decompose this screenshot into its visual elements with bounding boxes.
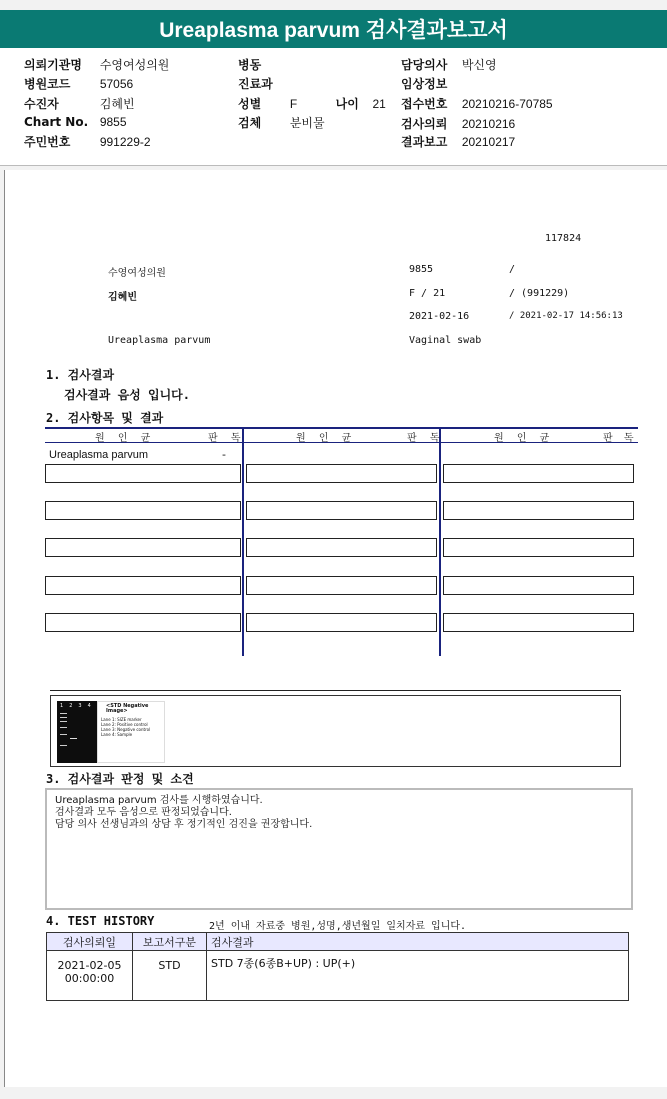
gel-legend-1: Lane 1: SIZE marker bbox=[101, 717, 142, 722]
history-date: 2021-02-05 bbox=[57, 959, 122, 972]
gel-title: <STD Negative Image> bbox=[106, 703, 149, 714]
code-value: 57056 bbox=[99, 77, 134, 91]
patient-field bbox=[24, 95, 135, 112]
chart-field bbox=[24, 115, 127, 129]
history-type: STD bbox=[133, 951, 207, 1001]
report-title: Ureaplasma parvum 검사결과보고서 bbox=[0, 10, 667, 48]
gel-rule bbox=[50, 690, 621, 691]
col-judge-1: 판 독 bbox=[208, 433, 246, 444]
doc-chart: 9855 bbox=[409, 264, 434, 275]
chart-label: Chart No. bbox=[24, 115, 89, 129]
age-label: 나이 bbox=[335, 97, 359, 111]
specimen-value: 분비물 bbox=[289, 116, 325, 130]
section1-title: 1. 검사결과 bbox=[46, 368, 115, 382]
history-result: STD 7종(6종B+UP) : UP(+) bbox=[207, 951, 629, 1001]
hospital-label: 의뢰기관명 bbox=[24, 58, 82, 72]
result-box bbox=[45, 576, 241, 595]
opinion-box bbox=[45, 788, 633, 910]
section1-result: 검사결과 음성 입니다. bbox=[64, 388, 191, 402]
doc-test: Ureaplasma parvum bbox=[108, 335, 211, 346]
doctor-value: 박신영 bbox=[461, 58, 497, 72]
gel-band bbox=[70, 738, 77, 739]
history-row bbox=[47, 951, 629, 1001]
doc-id: 117824 bbox=[545, 233, 582, 244]
gel-lane-3: 3 bbox=[78, 703, 82, 709]
history-col-type: 보고서구분 bbox=[133, 933, 207, 951]
doc-slash: / bbox=[509, 264, 516, 275]
request-value: 20210216 bbox=[461, 117, 516, 131]
report-header bbox=[0, 48, 667, 166]
report-page bbox=[4, 170, 667, 1087]
history-table bbox=[46, 932, 629, 1001]
hospital-field bbox=[24, 56, 169, 73]
opinion-line-1: Ureaplasma parvum 검사를 시행하였습니다. bbox=[55, 795, 263, 806]
patient-label: 수진자 bbox=[24, 97, 59, 111]
request-label: 검사의뢰 bbox=[401, 117, 448, 131]
opinion-line-3: 담당 의사 선생님과의 상담 후 정기적인 검진을 권장합니다. bbox=[55, 819, 313, 830]
gel-legend-4: Lane 4: Sample bbox=[101, 732, 133, 737]
sex-value: F bbox=[289, 97, 298, 111]
gel-lane-labels bbox=[60, 703, 91, 709]
patient-value: 김혜빈 bbox=[99, 97, 135, 111]
result-box bbox=[443, 576, 634, 595]
doc-hospital: 수영여성의원 bbox=[108, 268, 166, 279]
dept-label: 진료과 bbox=[238, 77, 273, 91]
ward-field bbox=[238, 56, 261, 73]
result-box bbox=[443, 464, 634, 483]
gel-lane-2: 2 bbox=[69, 703, 73, 709]
history-date-cell bbox=[47, 951, 133, 1001]
result-value: - bbox=[222, 448, 226, 461]
gel-band bbox=[60, 745, 67, 746]
gel-band bbox=[60, 727, 67, 728]
gel-band bbox=[60, 713, 67, 714]
opinion-line-2: 검사결과 모두 음성으로 판정되었습니다. bbox=[55, 807, 232, 818]
gel-image bbox=[57, 701, 97, 763]
report-date-field bbox=[401, 133, 515, 150]
result-name: Ureaplasma parvum bbox=[49, 449, 149, 461]
result-box bbox=[45, 613, 241, 632]
result-box bbox=[443, 613, 634, 632]
doc-received: 2021-02-16 bbox=[409, 311, 470, 322]
result-box bbox=[45, 501, 241, 520]
result-box bbox=[246, 464, 437, 483]
history-col-result: 검사결과 bbox=[207, 933, 629, 951]
receipt-value: 20210216-70785 bbox=[461, 97, 553, 111]
table-divider-2 bbox=[439, 427, 441, 656]
gel-legend-2: Lane 2: Positive control bbox=[101, 722, 148, 727]
receipt-field bbox=[401, 95, 553, 112]
hospital-value: 수영여성의원 bbox=[99, 58, 170, 72]
sex-label: 성별 bbox=[238, 97, 262, 111]
rrn-field bbox=[24, 133, 151, 150]
gel-lane-1: 1 bbox=[60, 703, 64, 709]
doc-reported: / 2021-02-17 14:56:13 bbox=[509, 311, 623, 321]
result-box bbox=[246, 613, 437, 632]
section2-title: 2. 검사항목 및 결과 bbox=[46, 411, 164, 425]
result-box bbox=[246, 538, 437, 557]
code-label: 병원코드 bbox=[24, 77, 71, 91]
col-judge-2: 판 독 bbox=[407, 433, 445, 444]
gel-band bbox=[60, 721, 67, 722]
dept-field bbox=[238, 75, 273, 92]
col-pathogen-2: 원 인 균 bbox=[296, 433, 357, 444]
section4-note: 2년 이내 자료중 병원,성명,생년월일 일치자료 입니다. bbox=[209, 921, 467, 932]
age-value: 21 bbox=[372, 97, 386, 111]
chart-value: 9855 bbox=[99, 115, 127, 129]
gel-band bbox=[60, 734, 67, 735]
doctor-field bbox=[401, 56, 497, 73]
ward-label: 병동 bbox=[238, 58, 262, 72]
report-date-label: 결과보고 bbox=[401, 135, 448, 149]
history-col-date: 검사의뢰일 bbox=[47, 933, 133, 951]
request-field bbox=[401, 115, 515, 132]
result-box bbox=[246, 576, 437, 595]
table-divider-1 bbox=[242, 427, 244, 656]
rrn-value: 991229-2 bbox=[99, 135, 151, 149]
history-header-row bbox=[47, 933, 629, 951]
specimen-field bbox=[238, 114, 325, 131]
doc-specimen: Vaginal swab bbox=[409, 335, 482, 346]
gel-legend bbox=[97, 701, 165, 763]
col-pathogen-3: 원 인 균 bbox=[494, 433, 555, 444]
gel-band bbox=[60, 717, 67, 718]
clinical-label: 임상정보 bbox=[401, 77, 448, 91]
specimen-label: 검체 bbox=[238, 116, 262, 130]
doc-patient: 김혜빈 bbox=[108, 292, 137, 303]
result-box bbox=[443, 538, 634, 557]
result-box bbox=[45, 464, 241, 483]
gel-lane-4: 4 bbox=[87, 703, 91, 709]
col-judge-3: 판 독 bbox=[603, 433, 638, 444]
col-pathogen-1: 원 인 균 bbox=[95, 433, 156, 444]
clinical-field bbox=[401, 75, 447, 92]
result-box bbox=[443, 501, 634, 520]
result-box bbox=[45, 538, 241, 557]
receipt-label: 접수번호 bbox=[401, 97, 448, 111]
doctor-label: 담당의사 bbox=[401, 58, 448, 72]
section3-title: 3. 검사결과 판정 및 소견 bbox=[46, 772, 194, 786]
result-box bbox=[246, 501, 437, 520]
doc-rrn: / (991229) bbox=[509, 288, 570, 299]
doc-sexage: F / 21 bbox=[409, 288, 446, 299]
history-time: 00:00:00 bbox=[64, 972, 115, 985]
section4-title: 4. TEST HISTORY bbox=[46, 914, 155, 928]
code-field bbox=[24, 75, 133, 92]
gel-legend-3: Lane 3: Negative control bbox=[101, 727, 151, 732]
rrn-label: 주민번호 bbox=[24, 135, 71, 149]
sex-field bbox=[238, 95, 386, 112]
report-date-value: 20210217 bbox=[461, 135, 516, 149]
